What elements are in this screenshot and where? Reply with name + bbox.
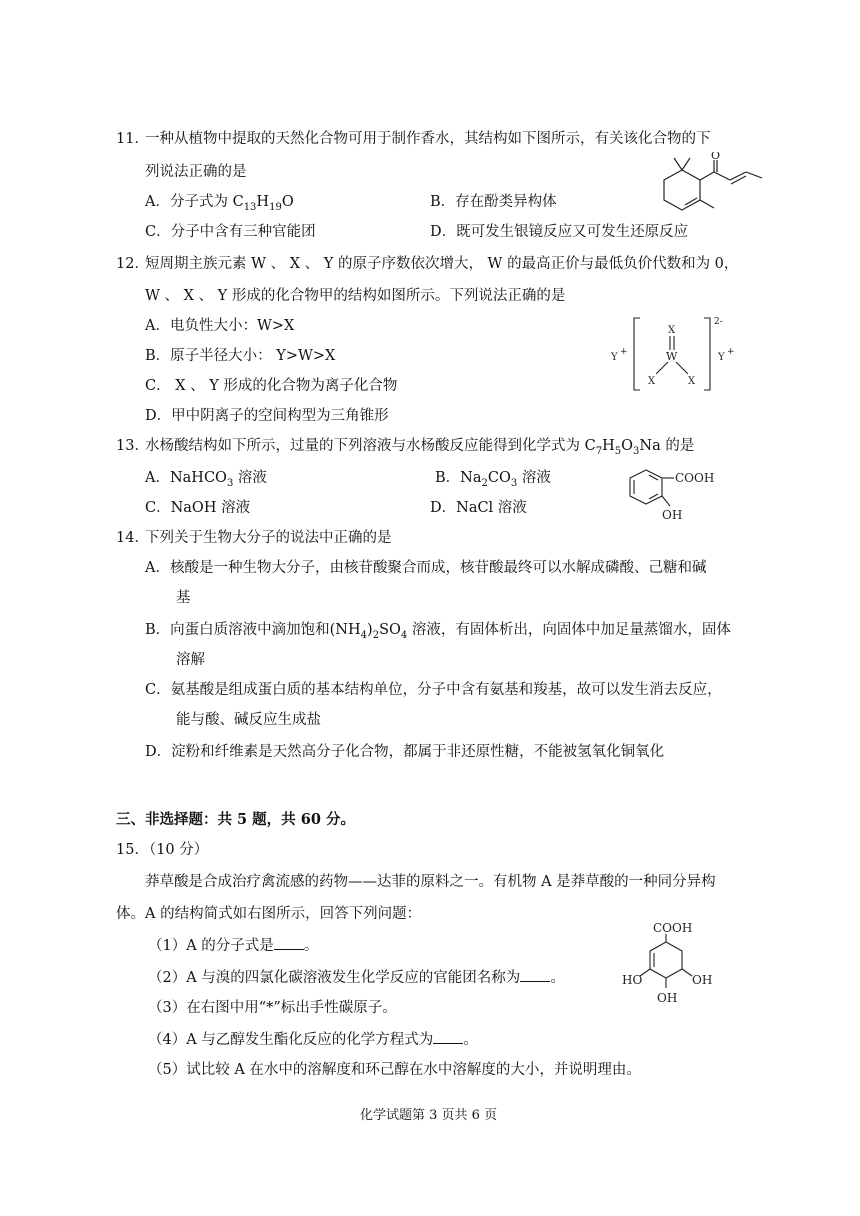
q15-part-2-blank <box>520 967 550 982</box>
q14-option-a-line2: 基 <box>176 590 191 606</box>
q11-option-b: B．存在酚类异构体 <box>430 194 557 210</box>
q12-number: 12． <box>116 256 149 272</box>
q15-part-5: （5）试比较 A 在水中的溶解度和环己醇在水中溶解度的大小，并说明理由。 <box>148 1062 641 1078</box>
page-footer: 化学试题第 3 页共 6 页 <box>360 1108 498 1123</box>
q11-structure-oxygen-label: O <box>711 152 721 162</box>
q12-fig-x-left: X <box>648 376 656 387</box>
q12-fig-charge: 2- <box>714 317 723 327</box>
q15-part-4: （4）A 与乙醇发生酯化反应的化学方程式为 。 <box>148 1028 478 1049</box>
q15-intro-line2: 体。A 的结构简式如右图所示，回答下列问题： <box>116 906 422 922</box>
q12-option-c: C． X 、 Y 形成的化合物为离子化合物 <box>145 378 398 394</box>
q14-option-d: D．淀粉和纤维素是天然高分子化合物，都属于非还原性糖，不能被氢氧化铜氧化 <box>145 744 665 760</box>
q13-fig-cooh: COOH <box>675 471 715 485</box>
q14-option-b-line1: B．向蛋白质溶液中滴加饱和$(NH_4)_2SO_4$ 溶液，有固体析出，向固体中加足量蒸馏水，固体 <box>145 622 731 641</box>
q14-option-c-line1: C．氨基酸是组成蛋白质的基本结构单位，分子中含有氨基和羧基，故可以发生消去反应， <box>145 682 722 698</box>
q15-fig-cooh: COOH <box>653 921 693 935</box>
q14-option-c-line2: 能与酸、碱反应生成盐 <box>176 712 321 728</box>
q15-fig-oh-right: OH <box>692 973 713 987</box>
q12-fig-x-top: X <box>668 325 676 336</box>
q13-option-b: B．$Na_2CO_3$ 溶液 <box>435 470 551 489</box>
q13-fig-oh: OH <box>662 508 683 522</box>
q14-stem: 下列关于生物大分子的说法中正确的是 <box>145 530 392 546</box>
q13-stem-line1: 水杨酸结构如下所示，过量的下列溶液与水杨酸反应能得到化学式为 $C_7H_5O_3Na$ 的是 <box>145 438 695 457</box>
q12-fig-y-left: Y <box>611 352 618 363</box>
section-3-title: 三、非选择题：共 5 题，共 60 分。 <box>116 811 355 828</box>
q11-stem-line1: 一种从植物中提取的天然化合物可用于制作香水，其结构如下图所示，有关该化合物的下 <box>145 131 711 147</box>
q12-option-a: A．电负性大小：W>X <box>145 318 295 334</box>
q11-structure-diagram <box>652 152 772 222</box>
q13-number: 13． <box>116 438 149 454</box>
q11-number: 11． <box>116 131 149 147</box>
q11-option-d: D．既可发生银镜反应又可发生还原反应 <box>430 224 689 240</box>
q12-option-d: D．甲中阴离子的空间构型为三角锥形 <box>145 408 389 424</box>
q12-stem-line1: 短周期主族元素 W 、 X 、 Y 的原子序数依次增大， W 的最高正价与最低负价代数和为 0， <box>145 256 739 272</box>
q15-fig-oh-bottom: OH <box>657 991 678 1005</box>
q15-structure-diagram <box>620 918 730 1008</box>
q11-stem-line2: 列说法正确的是 <box>145 164 247 180</box>
q12-stem-line2: W 、 X 、 Y 形成的化合物甲的结构如图所示。下列说法正确的是 <box>145 288 566 304</box>
q14-option-a-line1: A．核酸是一种生物大分子，由核苷酸聚合而成，核苷酸最终可以水解成磷酸、己糖和碱 <box>145 560 707 576</box>
q12-option-b: B．原子半径大小： Y>W>X <box>145 348 336 364</box>
q14-option-b-line2: 溶解 <box>176 652 205 668</box>
q15-fig-ho: HO <box>622 973 643 987</box>
q15-intro-line1: 莽草酸是合成治疗禽流感的药物——达菲的原料之一。有机物 A 是莽草酸的一种同分异构 <box>145 874 716 890</box>
q15-header: 15．（10 分） <box>116 842 209 858</box>
q11-option-c: C．分子中含有三种官能团 <box>145 224 316 240</box>
q12-fig-y-right-plus: + <box>727 347 735 357</box>
q13-structure-diagram <box>622 464 732 524</box>
q12-fig-y-right: Y <box>718 352 725 363</box>
q12-fig-x-right: X <box>688 376 696 387</box>
q14-number: 14． <box>116 530 149 546</box>
q15-part-2: （2）A 与溴的四氯化碳溶液发生化学反应的官能团名称为 。 <box>148 966 565 987</box>
q15-part-1: （1）A 的分子式是 。 <box>148 934 318 955</box>
q15-part-4-blank <box>433 1029 463 1044</box>
q12-structure-diagram <box>608 314 748 394</box>
q13-option-c: C．NaOH 溶液 <box>145 500 251 516</box>
q15-part-3: （3）在右图中用“*”标出手性碳原子。 <box>148 1000 397 1016</box>
q13-option-a: A．NaHCO$_3$ 溶液 <box>145 470 267 489</box>
q13-option-d: D．NaCl 溶液 <box>430 500 527 516</box>
q12-fig-y-left-plus: + <box>620 347 628 357</box>
q11-option-a: A．分子式为 $C_{13}H_{19}O$ <box>145 194 294 213</box>
q15-part-1-blank <box>274 935 304 950</box>
q12-fig-w: W <box>666 350 678 363</box>
